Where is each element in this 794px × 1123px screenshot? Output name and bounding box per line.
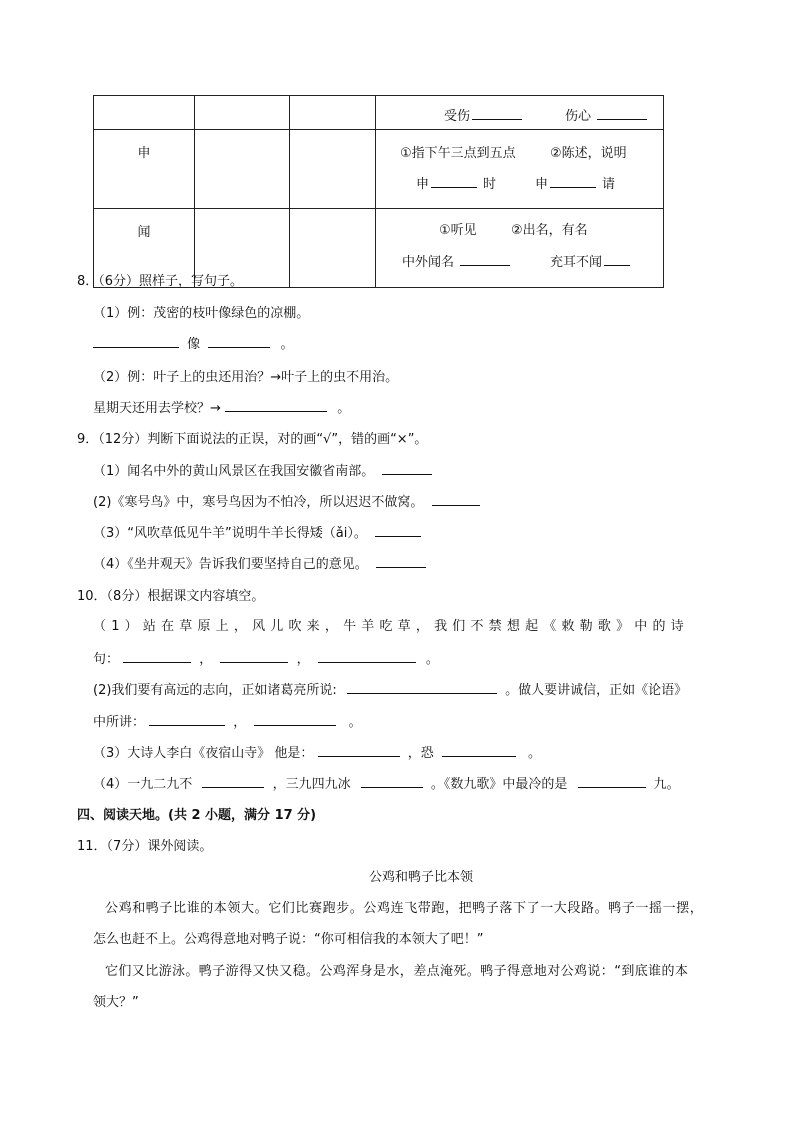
word-label: 申	[416, 177, 430, 192]
answer-blank[interactable]	[254, 713, 336, 726]
story-paragraph-1-cont: 怎么也赶不上。公鸡得意地对鸭子说：“你可相信我的本领大了吧！”	[93, 932, 484, 947]
text-fragment: 九。	[653, 777, 680, 792]
text-fragment: 像	[187, 337, 201, 352]
answer-blank[interactable]	[597, 107, 647, 120]
meaning-text: ②出名，有名	[511, 223, 588, 238]
q8-answer-line-1	[93, 333, 794, 352]
story-title: 公鸡和鸭子比本领	[368, 870, 473, 885]
question-8-title: 8．（6分）照样子，写句子。	[77, 274, 244, 289]
question-11-title: 11．（7分）课外阅读。	[77, 839, 213, 854]
text-fragment: （3）大诗人李白《夜宿山寺》 他是：	[93, 746, 314, 761]
answer-blank[interactable]	[431, 175, 477, 188]
text-fragment: 星期天还用去学校？→	[93, 401, 221, 416]
text-fragment: 。做人要讲诚信，正如《论语》	[505, 683, 688, 698]
q8-example-2: （2）例：叶子上的虫还用治？→叶子上的虫不用治。	[93, 370, 399, 385]
text-fragment: ，恐	[407, 746, 434, 761]
word-label: 申	[535, 177, 549, 192]
text-fragment: 。	[527, 746, 541, 761]
text-fragment: ，三九四九冰	[272, 777, 351, 792]
character-cell: 闻	[94, 209, 195, 288]
answer-blank[interactable]	[472, 107, 522, 120]
q10-item-1-blanks	[93, 648, 794, 667]
text-fragment: ，	[296, 652, 310, 667]
text-fragment: ，	[199, 652, 213, 667]
text-fragment: （4）一九二九不	[93, 777, 193, 792]
answer-blank[interactable]	[93, 335, 179, 348]
answer-blank[interactable]	[149, 713, 225, 726]
table-row	[94, 130, 664, 209]
meaning-text: ①听见	[439, 223, 477, 238]
word-label: 伤心	[565, 109, 592, 124]
table-row	[94, 96, 664, 130]
story-paragraph-2-cont: 领大？”	[93, 995, 139, 1010]
q10-item-2	[93, 679, 794, 698]
story-paragraph-1: 公鸡和鸭子比谁的本领大。它们比赛跑步。公鸡连飞带跑，把鸭子落下了一大段路。鸭子一摇一摆，	[105, 901, 704, 916]
word-label: 充耳不闻	[550, 255, 603, 270]
table-cell	[290, 96, 376, 130]
table-cell	[290, 130, 376, 209]
q9-item-3	[93, 522, 794, 541]
answer-blank[interactable]	[550, 175, 596, 188]
table-cell	[94, 96, 195, 130]
question-10-title: 10．（8分）根据课文内容填空。	[77, 589, 265, 604]
question-9-title: 9．（12分）判断下面说法的正误，对的画“√”，错的画“×”。	[77, 432, 428, 447]
q9-item-1	[93, 460, 794, 479]
statement-text: （3）“风吹草低见牛羊”说明牛羊长得矮（ǎi）。	[93, 526, 367, 541]
q10-item-2-blanks	[93, 711, 794, 730]
statement-text: （1）闻名中外的黄山风景区在我国安徽省南部。	[93, 464, 375, 479]
answer-blank[interactable]	[123, 650, 191, 663]
answer-blank[interactable]	[375, 524, 421, 537]
text-fragment: 。	[425, 652, 439, 667]
answer-blank[interactable]	[361, 775, 423, 788]
answer-blank[interactable]	[208, 335, 270, 348]
text-fragment: 句：	[93, 652, 120, 667]
answer-blank[interactable]	[604, 253, 630, 266]
meaning-cell	[376, 130, 664, 209]
answer-blank[interactable]	[225, 399, 327, 412]
statement-text: (2)《寒号鸟》中，寒号鸟因为不怕冷，所以迟迟不做窝。	[93, 495, 424, 510]
word-cell	[376, 96, 664, 130]
answer-blank[interactable]	[202, 775, 264, 788]
answer-blank[interactable]	[382, 462, 432, 475]
word-label: 受伤	[444, 109, 471, 124]
text-fragment: 。	[280, 337, 294, 352]
word-label: 中外闻名	[402, 255, 455, 270]
q10-item-4	[93, 773, 794, 792]
q8-example-1: （1）例：茂密的枝叶像绿色的凉棚。	[93, 306, 310, 321]
word-label: 时	[483, 177, 497, 192]
answer-blank[interactable]	[442, 744, 516, 757]
character-cell: 申	[94, 130, 195, 209]
word-label: 请	[602, 177, 616, 192]
meaning-text: ②陈述，说明	[550, 146, 627, 161]
text-fragment: 。	[348, 715, 362, 730]
q9-item-2	[93, 491, 794, 510]
answer-blank[interactable]	[347, 681, 497, 694]
q9-item-4	[93, 553, 794, 572]
q10-item-3	[93, 742, 794, 761]
table-cell	[195, 96, 290, 130]
answer-blank[interactable]	[220, 650, 288, 663]
text-fragment: 。《数九歌》中最冷的是	[430, 777, 568, 792]
text-fragment: 。	[337, 401, 351, 416]
statement-text: （4）《坐井观天》告诉我们要坚持自己的意见。	[93, 557, 368, 572]
answer-blank[interactable]	[318, 650, 416, 663]
story-paragraph-2: 它们又比游泳。鸭子游得又快又稳。公鸡浑身是水，差点淹死。鸭子得意地对公鸡说：“到底谁的本	[105, 964, 689, 979]
text-fragment: (2)我们要有高远的志向，正如诸葛亮所说:	[93, 683, 337, 698]
section-4-heading: 四、阅读天地。(共 2 小题，满分 17 分)	[77, 808, 317, 823]
answer-blank[interactable]	[432, 493, 480, 506]
meaning-text: ①指下午三点到五点	[400, 146, 516, 161]
q8-answer-line-2	[93, 397, 794, 416]
answer-blank[interactable]	[376, 555, 426, 568]
text-fragment: ，	[233, 715, 247, 730]
answer-blank[interactable]	[460, 253, 510, 266]
text-fragment: 中所讲：	[93, 715, 146, 730]
answer-blank[interactable]	[578, 775, 646, 788]
answer-blank[interactable]	[318, 744, 400, 757]
table-cell	[195, 130, 290, 209]
q10-item-1: （1）站在草原上，风儿吹来，牛羊吃草，我们不禁想起《敕勒歌》中的诗	[93, 619, 689, 634]
character-table	[93, 95, 664, 288]
